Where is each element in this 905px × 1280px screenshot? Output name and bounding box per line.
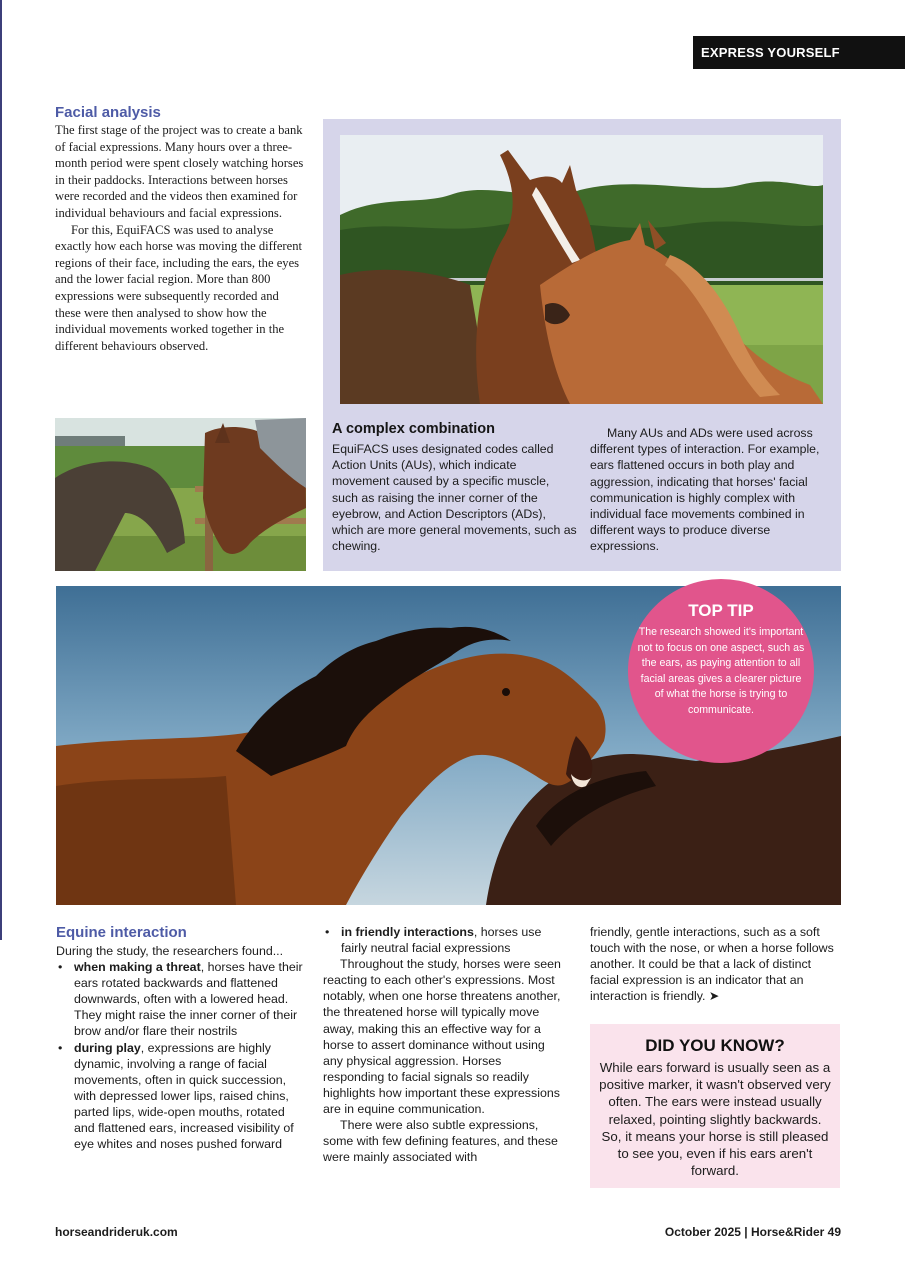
bullet-3-text: , horses use fairly neutral facial expressions <box>341 925 542 956</box>
equine-interaction-intro: During the study, the researchers found... <box>56 944 284 958</box>
facial-analysis-section <box>55 104 307 354</box>
bullet-2-text: , expressions are highly dynamic, involving a range of facial movements, often in quick succession, with depressed lower lips, raised chins, parted lips, wide-open mouths, rotated and flattened ears, increased visibility of eye whites and noses pushed forward <box>74 1040 294 1152</box>
equine-interaction-para-2: There were also subtle expressions, some with few defining features, and these were mainly associated with <box>323 1118 558 1165</box>
did-you-know-box <box>590 1024 840 1188</box>
footer-website: horseandrideruk.com <box>55 1225 178 1239</box>
facial-analysis-heading: Facial analysis <box>55 104 161 121</box>
bullet-2-bold: during play <box>74 1040 141 1055</box>
foal-and-horse-photo <box>55 418 306 571</box>
bullet-1-text: , horses have their ears rotated backwards and flattened downwards, often with a lowered head. They might raise the inner corner of their brow and/or flare their nostrils <box>74 960 303 1039</box>
facial-analysis-para-2: For this, EquiFACS was used to analyse exactly how each horse was moving the different regions of their face, including the ears, the eyes and the lower facial region. More than 800 expressions were subsequently recorded and these were then analysed to show how the individual movements worked together in the different behaviours observed. <box>55 222 303 353</box>
complex-combination-heading: A complex combination <box>332 421 496 437</box>
top-tip-badge <box>628 579 814 763</box>
equine-interaction-heading: Equine interaction <box>56 924 187 941</box>
equine-interaction-col-1 <box>56 924 304 1152</box>
two-horses-grooming-photo <box>340 135 823 404</box>
section-tag: EXPRESS YOURSELF <box>693 36 905 69</box>
findings-list <box>56 959 304 1152</box>
page-edge-rule <box>0 0 2 940</box>
equine-interaction-para-3: friendly, gentle interactions, such as a soft touch with the nose, or when a horse follows another. It could be that a lack of distinct facial expression is an indicator that an interaction is friendly. ➤ <box>590 925 834 1004</box>
did-you-know-title: DID YOU KNOW? <box>645 1036 785 1055</box>
complex-combination-text-2: Many AUs and ADs were used across different types of interaction. For example, ears flattened occurs in both play and aggression, indicating that horses' facial communication is highly complex with individual face movements combined in different ways to produce diverse expressions. <box>590 426 820 554</box>
did-you-know-text: While ears forward is usually seen as a positive marker, it wasn't observed very often. The ears were instead usually relaxed, pointing slightly backwards. So, it means your horse is still pleased to see you, even if his ears aren't forward. <box>599 1060 831 1179</box>
top-tip-text: The research showed it's important not to focus on one aspect, such as the ears, as paying attention to all facial areas gives a clearer picture of what the horse is trying to communicate. <box>637 626 805 716</box>
equine-interaction-para-1: Throughout the study, horses were seen reacting to each other's expressions. Most notably, when one horse threatens another, the threatened horse will typically move away, making this an effective way for a horse to assert dominance without using any physical aggression. Horses responding to facial signals so readily highlights how important these expressions are in equine communication. <box>323 957 561 1117</box>
list-item <box>56 1040 304 1153</box>
footer-issue-page: October 2025 | Horse&Rider 49 <box>664 1225 841 1239</box>
findings-list-continued <box>323 924 563 956</box>
equine-interaction-col-3 <box>590 924 840 1004</box>
complex-combination-text-1: EquiFACS uses designated codes called Action Units (AUs), which indicate movement caused by a specific muscle, such as raising the inner corner of the eyebrow, and Action Descriptors (ADs), which are more general movements, such as chewing. <box>332 442 577 554</box>
equine-interaction-col-2 <box>323 924 563 1165</box>
list-item <box>323 924 563 956</box>
list-item <box>56 959 304 1039</box>
bullet-3-bold: in friendly interactions <box>341 925 474 939</box>
facial-analysis-para-1: The first stage of the project was to create a bank of facial expressions. Many hours over a three-month period were spent closely watching horses in their paddocks. Interactions between horses were recorded and the videos then examined for individual behaviours and facial expressions. <box>55 123 304 220</box>
top-tip-title: TOP TIP <box>688 601 754 620</box>
bullet-1-bold: when making a threat <box>74 960 201 975</box>
